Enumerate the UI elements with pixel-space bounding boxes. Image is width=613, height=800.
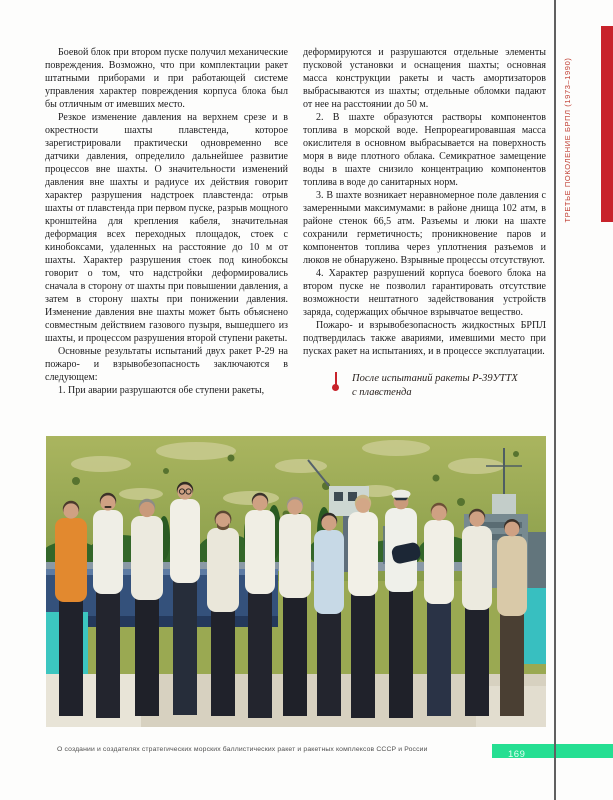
chapter-sidebar-title: ТРЕТЬЕ ПОКОЛЕНИЕ БРПЛ (1973–1990): [563, 57, 572, 223]
caption-pin-icon: [329, 372, 343, 398]
paragraph: 4. Характер разрушений корпуса боевого блока на втором пуске не позволил гарантировать отсутствие возможности нештатного задействования устройств заряда, содержащих обычное взрывчатое вещество.: [303, 268, 546, 318]
paragraph: Основные результаты испытаний двух ракет Р-29 на пожаро- и взрывобезопасность заключаются в следующем:: [45, 346, 288, 383]
margin-rule: [554, 0, 556, 800]
photo-caption: [329, 372, 546, 400]
chapter-accent-bar: [601, 26, 613, 222]
caption-line: с плавстенда: [352, 387, 412, 398]
right-column: [303, 46, 546, 400]
paragraph: 3. В шахте возникает неравномерное поле давления с замеренными максимумами: в районе днища 102 атм, в районе стенок 66,5 атм. Разъемы и люки на шахте сохранили герметичность; проникновение паров и компонентов топлива через уплотнения разъемов и люков не обнаружено. Взрывные процессы отсутствуют.: [303, 190, 546, 266]
paragraph: Резкое изменение давления на верхнем срезе и в окрестности шахты плавстенда, которое зарегистрировали практически одновременно все датчики давления, определило дальнейшее развитие процессов вне шахты. О значительности изменений давления вне шахты и радиусе их действия говорит характер разрушения надстроек плавстенда: отрыв шахты от плавстенда при первом пуске, разрыв мощного кронштейна для крепления кабеля, значительная деформация всех переходных площадок, стоек с кинобоксами, удаленных на расстояние до 10 м от шахты. Характер разрушения стоек под кинобоксы говорит о том, что надстройки деформировались сначала в сторону от шахты при повышении давления, а затем в сторону шахты при понижении давления. Изменение давления вне шахты может быть объяснено совместным действием газового пузыря, вышедшего из шахты, и процессом разрушения второй ступени ракеты.: [45, 112, 288, 344]
paragraph: 2. В шахте образуются растворы компонентов топлива в морской воде. Непрореагировавшая масса окислителя в основном выбрасывается на поверхность моря в виде плотного облака. Семикратное замещение воды в шахте снизило концентрацию компонентов топлива в воде до санитарных норм.: [303, 112, 546, 188]
paragraph: Боевой блок при втором пуске получил механические повреждения. Возможно, что при комплектации ракет штатными приборами и при работающей системе управления характер повреждения корпуса блока был бы отличным от имевших место.: [45, 47, 288, 110]
paragraph: 1. При аварии разрушаются обе ступени ракеты,: [58, 385, 265, 396]
running-footer: О создании и создателях стратегических морских баллистических ракет и ракетных комплексов СССР и России: [57, 746, 428, 753]
page-number-badge: [492, 744, 613, 758]
group-photo: [46, 436, 546, 727]
paragraph: Пожаро- и взрывобезопасность жидкостных БРПЛ подтвердилась также авариями, имевшими место при пусках ракет на испытаниях, и в процессе эксплуатации.: [303, 320, 546, 357]
caption-line: После испытаний ракеты Р-39УТТХ: [352, 373, 518, 384]
paragraph: деформируются и разрушаются отдельные элементы пусковой установки и оснащения шахты; основная масса конструкции ракеты и часть амортизаторов выбрасываются из шахты; отдельные обломки падают от нее на расстоянии до 50 м.: [303, 47, 546, 110]
left-column: [45, 46, 288, 397]
caption-text: [343, 372, 518, 400]
page-number: 169: [508, 749, 526, 760]
